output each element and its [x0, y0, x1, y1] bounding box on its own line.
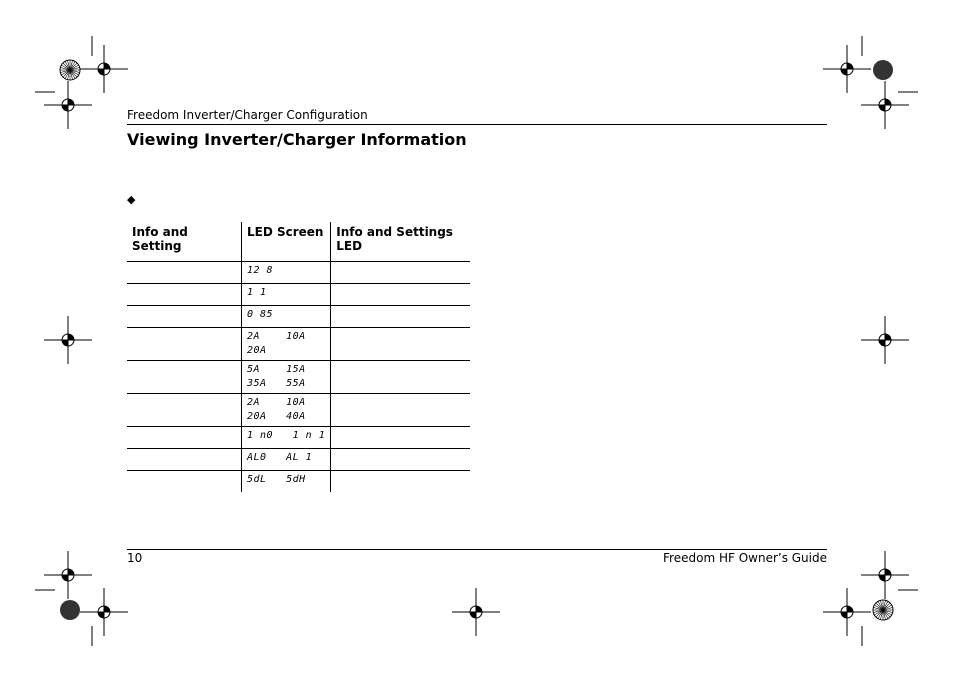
led-cell [242, 262, 331, 284]
registration-quadrant-icon [885, 569, 891, 575]
led-readout: 5dL 5dH [247, 474, 306, 485]
led-cell [242, 284, 331, 306]
led-readout: 35A 55A [247, 378, 306, 389]
info-cell [127, 284, 242, 306]
registration-quadrant-icon [879, 105, 885, 111]
led-readout: 1 n0 1 n 1 [247, 430, 326, 441]
footer-rule [127, 549, 827, 550]
registration-quadrant-icon [847, 606, 853, 612]
settings-led-cell [331, 449, 470, 471]
led-readout: 20A 40A [247, 411, 306, 422]
registration-quadrant-icon [847, 63, 853, 69]
table-header-row [127, 222, 470, 262]
registration-quadrant-icon [62, 340, 68, 346]
dark-disc-icon [873, 60, 893, 80]
settings-led-cell [331, 394, 470, 427]
table-body [127, 262, 470, 493]
registration-quadrant-icon [879, 575, 885, 581]
registration-quadrant-icon [68, 569, 74, 575]
led-cell [242, 471, 331, 493]
info-cell [127, 328, 242, 361]
page-number: 10 [127, 551, 143, 565]
header-rule [127, 124, 827, 125]
settings-led-cell [331, 284, 470, 306]
led-readout: 2A 10A [247, 331, 306, 342]
table-row [127, 262, 470, 284]
led-readout: AL0 AL 1 [247, 452, 313, 463]
registration-quadrant-icon [841, 612, 847, 618]
settings-led-cell [331, 262, 470, 284]
registration-quadrant-icon [68, 334, 74, 340]
led-readout: 12 8 [247, 265, 274, 276]
table-row [127, 306, 470, 328]
info-cell [127, 427, 242, 449]
info-cell [127, 449, 242, 471]
led-cell [242, 361, 331, 394]
registration-quadrant-icon [62, 575, 68, 581]
info-cell [127, 262, 242, 284]
table-row [127, 427, 470, 449]
running-header: Freedom Inverter/Charger Configuration [127, 108, 368, 122]
registration-quadrant-icon [104, 63, 110, 69]
led-readout: 20A [247, 345, 267, 356]
settings-led-cell [331, 427, 470, 449]
registration-quadrant-icon [476, 606, 482, 612]
registration-quadrant-icon [104, 606, 110, 612]
led-cell [242, 328, 331, 361]
info-cell [127, 306, 242, 328]
dark-disc-icon [60, 600, 80, 620]
registration-quadrant-icon [885, 99, 891, 105]
info-cell [127, 471, 242, 493]
led-cell [242, 427, 331, 449]
info-cell [127, 394, 242, 427]
settings-led-cell [331, 471, 470, 493]
registration-quadrant-icon [879, 340, 885, 346]
settings-led-cell [331, 361, 470, 394]
column-header: LED Screen [242, 222, 331, 262]
table-row [127, 394, 470, 427]
page-title: Viewing Inverter/Charger Information [127, 130, 467, 149]
settings-led-cell [331, 328, 470, 361]
led-cell [242, 306, 331, 328]
registration-quadrant-icon [885, 334, 891, 340]
info-cell [127, 361, 242, 394]
table-row [127, 361, 470, 394]
led-readout: 2A 10A [247, 397, 306, 408]
table-row [127, 471, 470, 493]
settings-led-cell [331, 306, 470, 328]
registration-quadrant-icon [62, 105, 68, 111]
table-row [127, 449, 470, 471]
table-row [127, 284, 470, 306]
led-readout: 1 1 [247, 287, 267, 298]
guide-title: Freedom HF Owner’s Guide [663, 551, 827, 565]
column-header: Info and Setting [127, 222, 242, 262]
table-row [127, 328, 470, 361]
registration-quadrant-icon [68, 99, 74, 105]
registration-quadrant-icon [98, 69, 104, 75]
led-readout: 5A 15A [247, 364, 306, 375]
led-cell [242, 394, 331, 427]
bullet-icon: ◆ [127, 193, 136, 206]
registration-quadrant-icon [98, 612, 104, 618]
led-readout: 0 85 [247, 309, 274, 320]
led-cell [242, 449, 331, 471]
info-table [127, 222, 470, 492]
registration-quadrant-icon [841, 69, 847, 75]
registration-quadrant-icon [470, 612, 476, 618]
column-header: Info and Settings LED [331, 222, 470, 262]
